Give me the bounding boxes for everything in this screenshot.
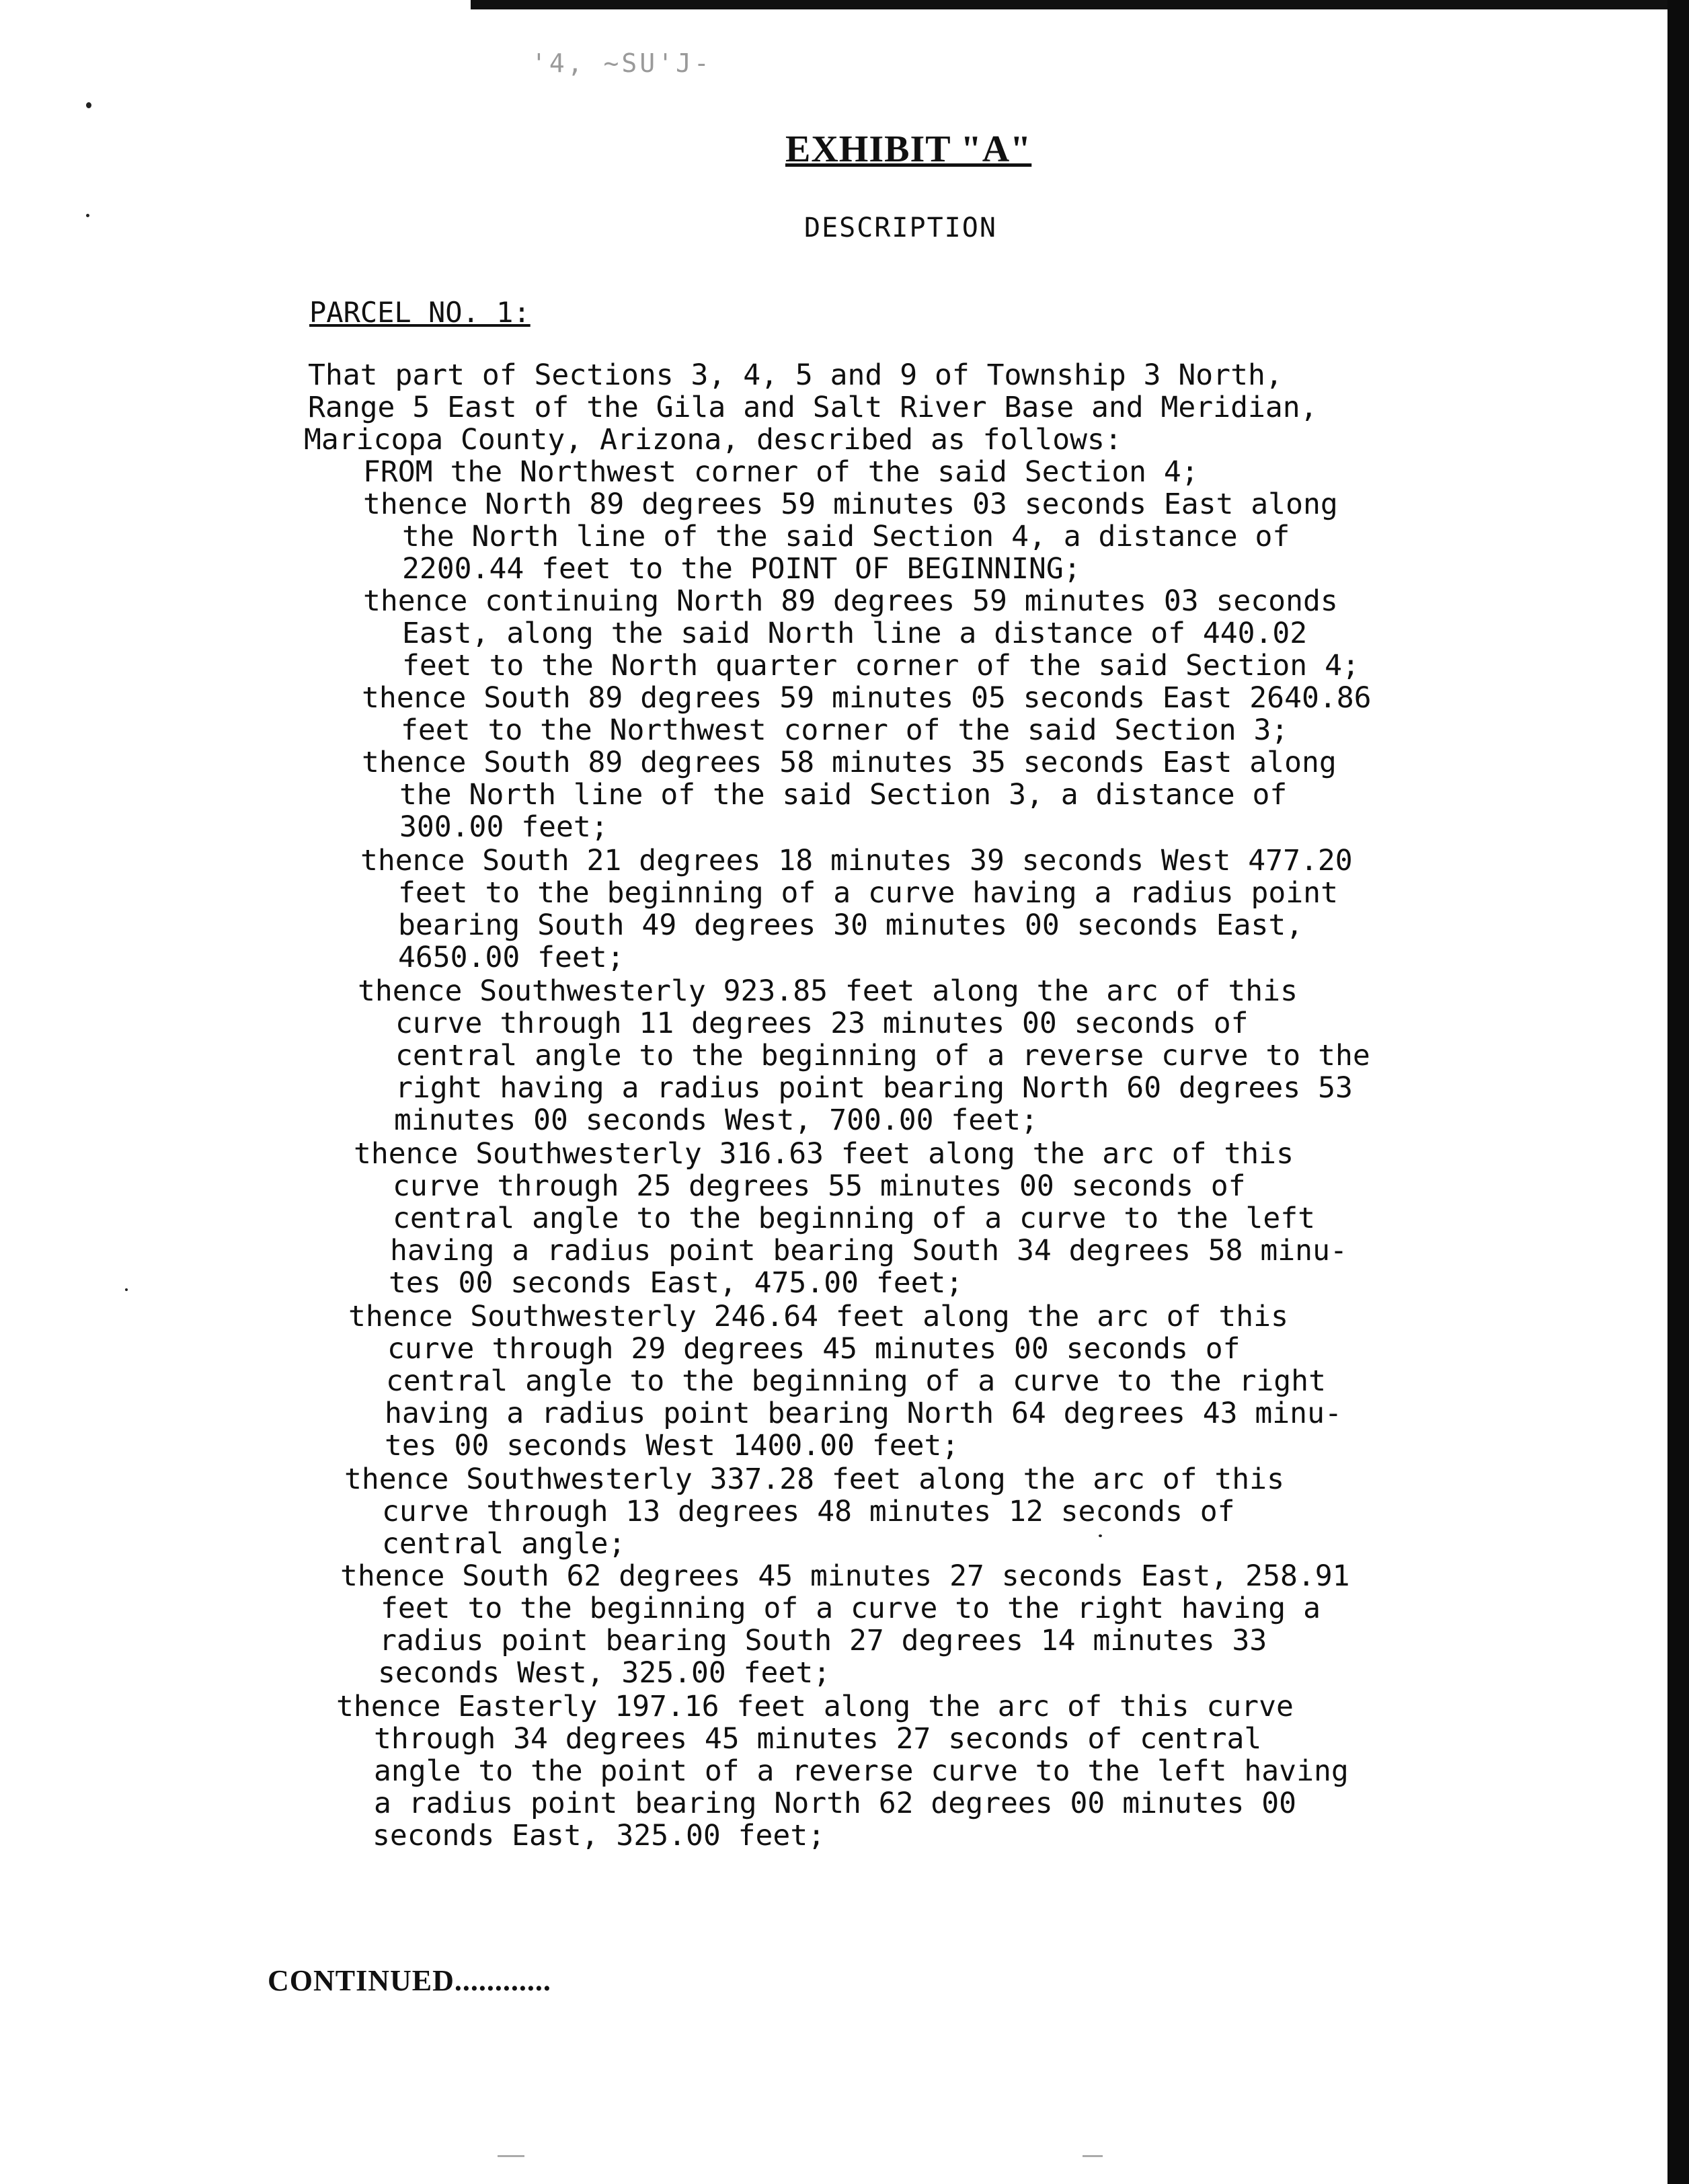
scan-speck — [86, 102, 91, 108]
description-heading: DESCRIPTION — [804, 212, 997, 243]
course-line: having a radius point bearing South 34 degrees 58 minu- — [390, 1234, 1347, 1268]
scan-speck — [1099, 1534, 1102, 1537]
course-line: seconds East, 325.00 feet; — [372, 1819, 826, 1852]
scan-right-edge — [1667, 0, 1689, 2184]
course-line: central angle to the beginning of a curve to the right — [386, 1364, 1326, 1398]
course-line: curve through 11 degrees 23 minutes 00 seconds of — [395, 1007, 1249, 1040]
course-line: radius point bearing South 27 degrees 14 minutes 33 — [379, 1624, 1267, 1658]
course-line: curve through 13 degrees 48 minutes 12 seconds of — [382, 1495, 1235, 1528]
scan-speck — [86, 214, 89, 217]
course-line: minutes 00 seconds West, 700.00 feet; — [394, 1103, 1038, 1137]
scan-mark — [498, 2155, 524, 2157]
course-line: 4650.00 feet; — [398, 941, 625, 974]
intro-line: That part of Sections 3, 4, 5 and 9 of Township 3 North, — [308, 358, 1283, 392]
course-line: thence South 62 degrees 45 minutes 27 seconds East, 258.91 — [340, 1559, 1350, 1593]
course-line: FROM the Northwest corner of the said Section 4; — [363, 455, 1199, 489]
scan-top-border — [471, 0, 1689, 9]
course-line: feet to the North quarter corner of the said Section 4; — [402, 649, 1360, 682]
scan-mark — [1083, 2155, 1103, 2157]
intro-line: Range 5 East of the Gila and Salt River Base and Meridian, — [308, 391, 1318, 424]
course-line: East, along the said North line a distance of 440.02 — [402, 617, 1308, 650]
course-line: feet to the beginning of a curve to the right having a — [381, 1592, 1321, 1625]
course-line: central angle to the beginning of a reverse curve to the — [395, 1039, 1370, 1072]
course-line: tes 00 seconds East, 475.00 feet; — [389, 1266, 964, 1300]
course-line: thence South 89 degrees 58 minutes 35 seconds East along — [362, 746, 1337, 779]
course-line: a radius point bearing North 62 degrees 00 minutes 00 — [374, 1787, 1297, 1820]
intro-line: Maricopa County, Arizona, described as follows: — [304, 423, 1122, 457]
course-line: bearing South 49 degrees 30 minutes 00 seconds East, — [398, 908, 1304, 942]
course-line: thence Southwesterly 316.63 feet along the arc of this — [354, 1137, 1294, 1171]
course-line: central angle; — [382, 1527, 626, 1561]
course-line: angle to the point of a reverse curve to the left having — [374, 1754, 1349, 1788]
course-line: the North line of the said Section 3, a distance of — [399, 778, 1288, 812]
course-line: curve through 25 degrees 55 minutes 00 seconds of — [393, 1169, 1246, 1203]
course-line: thence continuing North 89 degrees 59 minutes 03 seconds — [363, 584, 1338, 618]
course-line: right having a radius point bearing North 60 degrees 53 — [395, 1071, 1353, 1105]
scan-speck — [125, 1288, 128, 1291]
course-line: having a radius point bearing North 64 degrees 43 minu- — [385, 1397, 1342, 1430]
course-line: 2200.44 feet to the POINT OF BEGINNING; — [402, 552, 1081, 586]
continued-footer: CONTINUED............ — [268, 1964, 551, 1997]
course-line: thence South 21 degrees 18 minutes 39 seconds West 477.20 — [360, 844, 1353, 878]
course-line: tes 00 seconds West 1400.00 feet; — [385, 1429, 959, 1462]
course-line: thence Southwesterly 923.85 feet along the arc of this — [358, 974, 1298, 1008]
course-line: 300.00 feet; — [399, 810, 608, 844]
course-line: thence Easterly 197.16 feet along the arc of this curve — [336, 1690, 1294, 1723]
course-line: seconds West, 325.00 feet; — [378, 1656, 831, 1690]
course-line: thence Southwesterly 246.64 feet along the arc of this — [348, 1300, 1288, 1333]
course-line: feet to the Northwest corner of the said Section 3; — [401, 713, 1289, 747]
course-line: the North line of the said Section 4, a distance of — [402, 520, 1290, 553]
course-line: thence Southwesterly 337.28 feet along the arc of this — [344, 1462, 1284, 1496]
course-line: feet to the beginning of a curve having a radius point — [398, 876, 1338, 910]
course-line: through 34 degrees 45 minutes 27 seconds of central — [374, 1722, 1262, 1756]
exhibit-title: EXHIBIT "A" — [785, 128, 1032, 170]
course-line: thence North 89 degrees 59 minutes 03 seconds East along — [363, 488, 1338, 521]
parcel-heading: PARCEL NO. 1: — [309, 296, 531, 329]
course-line: central angle to the beginning of a curve to the left — [393, 1202, 1316, 1235]
course-line: thence South 89 degrees 59 minutes 05 seconds East 2640.86 — [362, 681, 1372, 715]
course-line: curve through 29 degrees 45 minutes 00 seconds of — [387, 1332, 1241, 1366]
faint-stamp-text: '4, ~SU'J- — [531, 48, 712, 78]
